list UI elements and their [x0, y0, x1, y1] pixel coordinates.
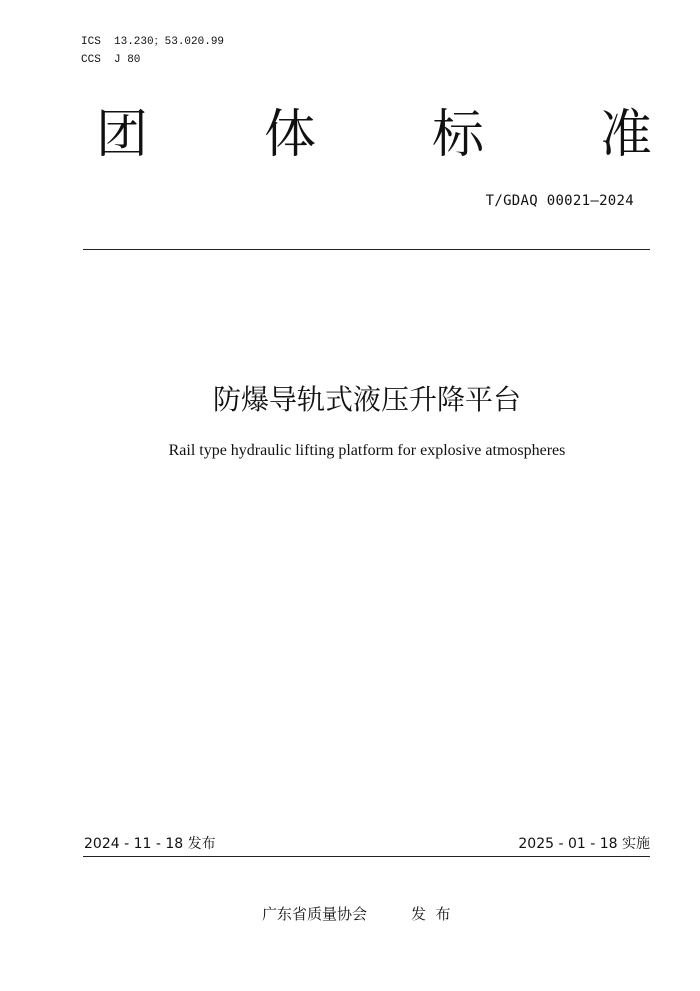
standard-number: T/GDAQ 00021—2024	[485, 193, 634, 209]
issue-date: 2024 - 11 - 18 发布	[84, 836, 216, 852]
ics-code: ICS 13.230；53.020.99	[81, 36, 225, 48]
heading-char-2: 体	[263, 105, 316, 165]
document-type-heading	[96, 103, 652, 167]
top-divider	[83, 249, 650, 250]
bottom-divider	[83, 856, 650, 857]
publisher-name: 广东省质量协会	[262, 905, 368, 923]
heading-char-3: 标	[431, 105, 484, 165]
heading-char-1: 团	[96, 105, 149, 165]
heading-char-4: 准	[599, 105, 652, 165]
ccs-code: CCS J 80	[81, 54, 141, 66]
english-title: Rail type hydraulic lifting platform for explosive atmospheres	[168, 442, 566, 459]
chinese-title: 防爆导轨式液压升降平台	[212, 383, 521, 416]
implementation-date: 2025 - 01 - 18 实施	[518, 836, 650, 852]
publish-label: 发 布	[411, 905, 451, 923]
